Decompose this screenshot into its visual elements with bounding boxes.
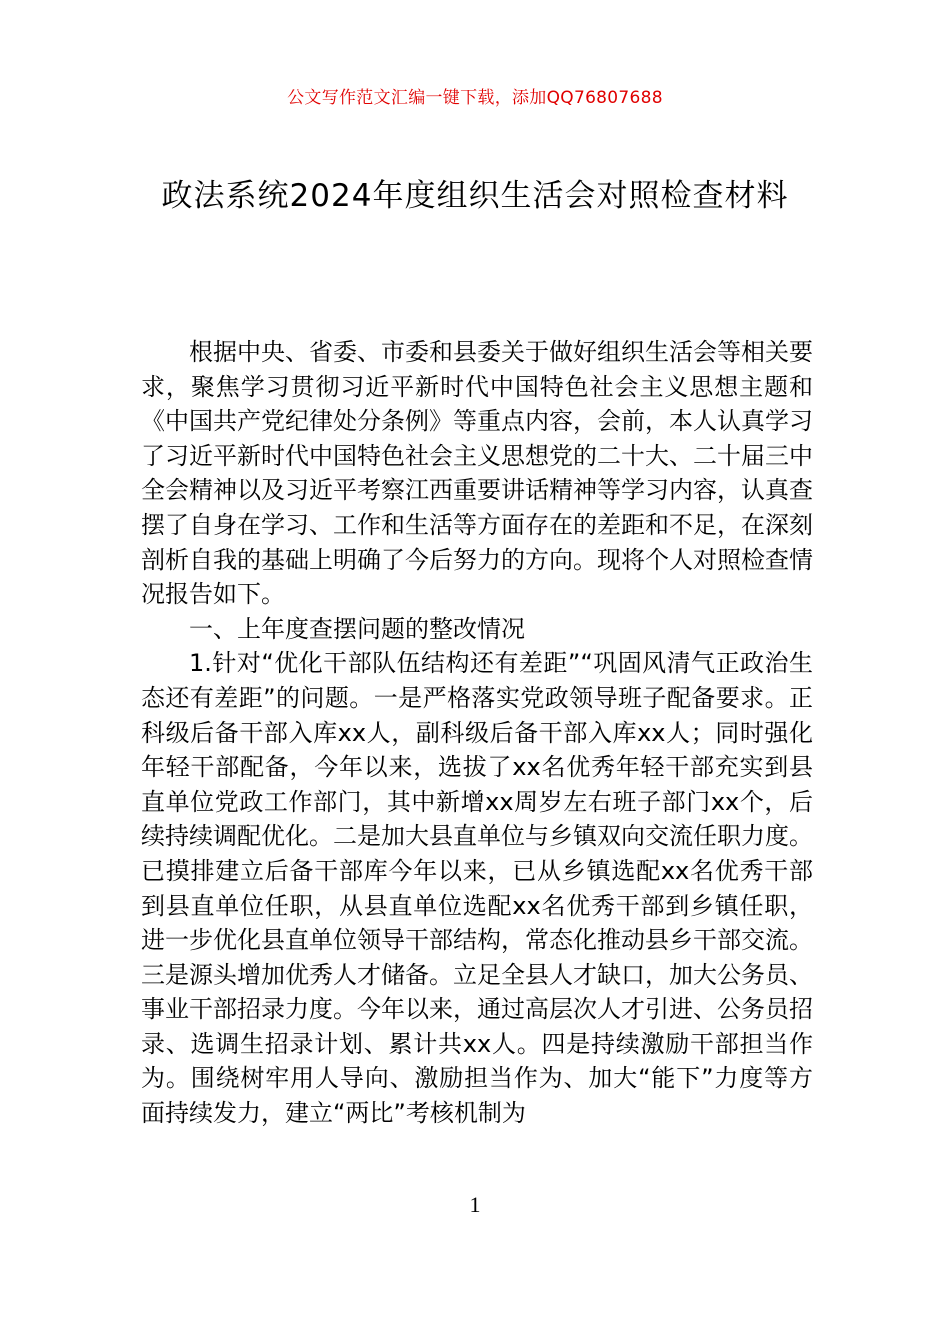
body-paragraph-intro: 根据中央、省委、市委和县委关于做好组织生活会等相关要求，聚焦学习贯彻习近平新时代中国特色社会主义思想主题和《中国共产党纪律处分条例》等重点内容，会前，本人认真学习了习近平新时代中国特色社会主义思想党的二十大、二十届三中全会精神以及习近平考察江西重要讲话精神等学习内容，认真查摆了自身在学习、工作和生活等方面存在的差距和不足，在深刻剖析自我的基础上明确了今后努力的方向。现将个人对照检查情况报告如下。 [141,338,813,609]
body-paragraph-item-1: 1.针对“优化干部队伍结构还有差距”“巩固风清气正政治生态还有差距”的问题。一是严格落实党政领导班子配备要求。正科级后备干部入库xx人，副科级后备干部入库xx人；同时强化年轻干部配备，今年以来，选拔了xx名优秀年轻干部充实到县直单位党政工作部门，其中新增xx周岁左右班子部门xx个，后续持续调配优化。二是加大县直单位与乡镇双向交流任职力度。已摸排建立后备干部库今年以来，已从乡镇选配xx名优秀干部到县直单位任职，从县直单位选配xx名优秀干部到乡镇任职，进一步优化县直单位领导干部结构，常态化推动县乡干部交流。三是源头增加优秀人才储备。立足全县人才缺口，加大公务员、事业干部招录力度。今年以来，通过高层次人才引进、公务员招录、选调生招录计划、累计共xx人。四是持续激励干部担当作为。围绕树牢用人导向、激励担当作为、加大“能下”力度等方面持续发力，建立“两比”考核机制为 [141,649,813,1128]
document-title: 政法系统2024年度组织生活会对照检查材料 [161,178,789,214]
page-number: 1 [469,1192,481,1217]
section-heading: 一、上年度查摆问题的整改情况 [189,614,525,643]
document-body [141,335,813,1131]
download-promo-note: 公文写作范文汇编一键下载，添加QQ76807688 [287,88,663,108]
